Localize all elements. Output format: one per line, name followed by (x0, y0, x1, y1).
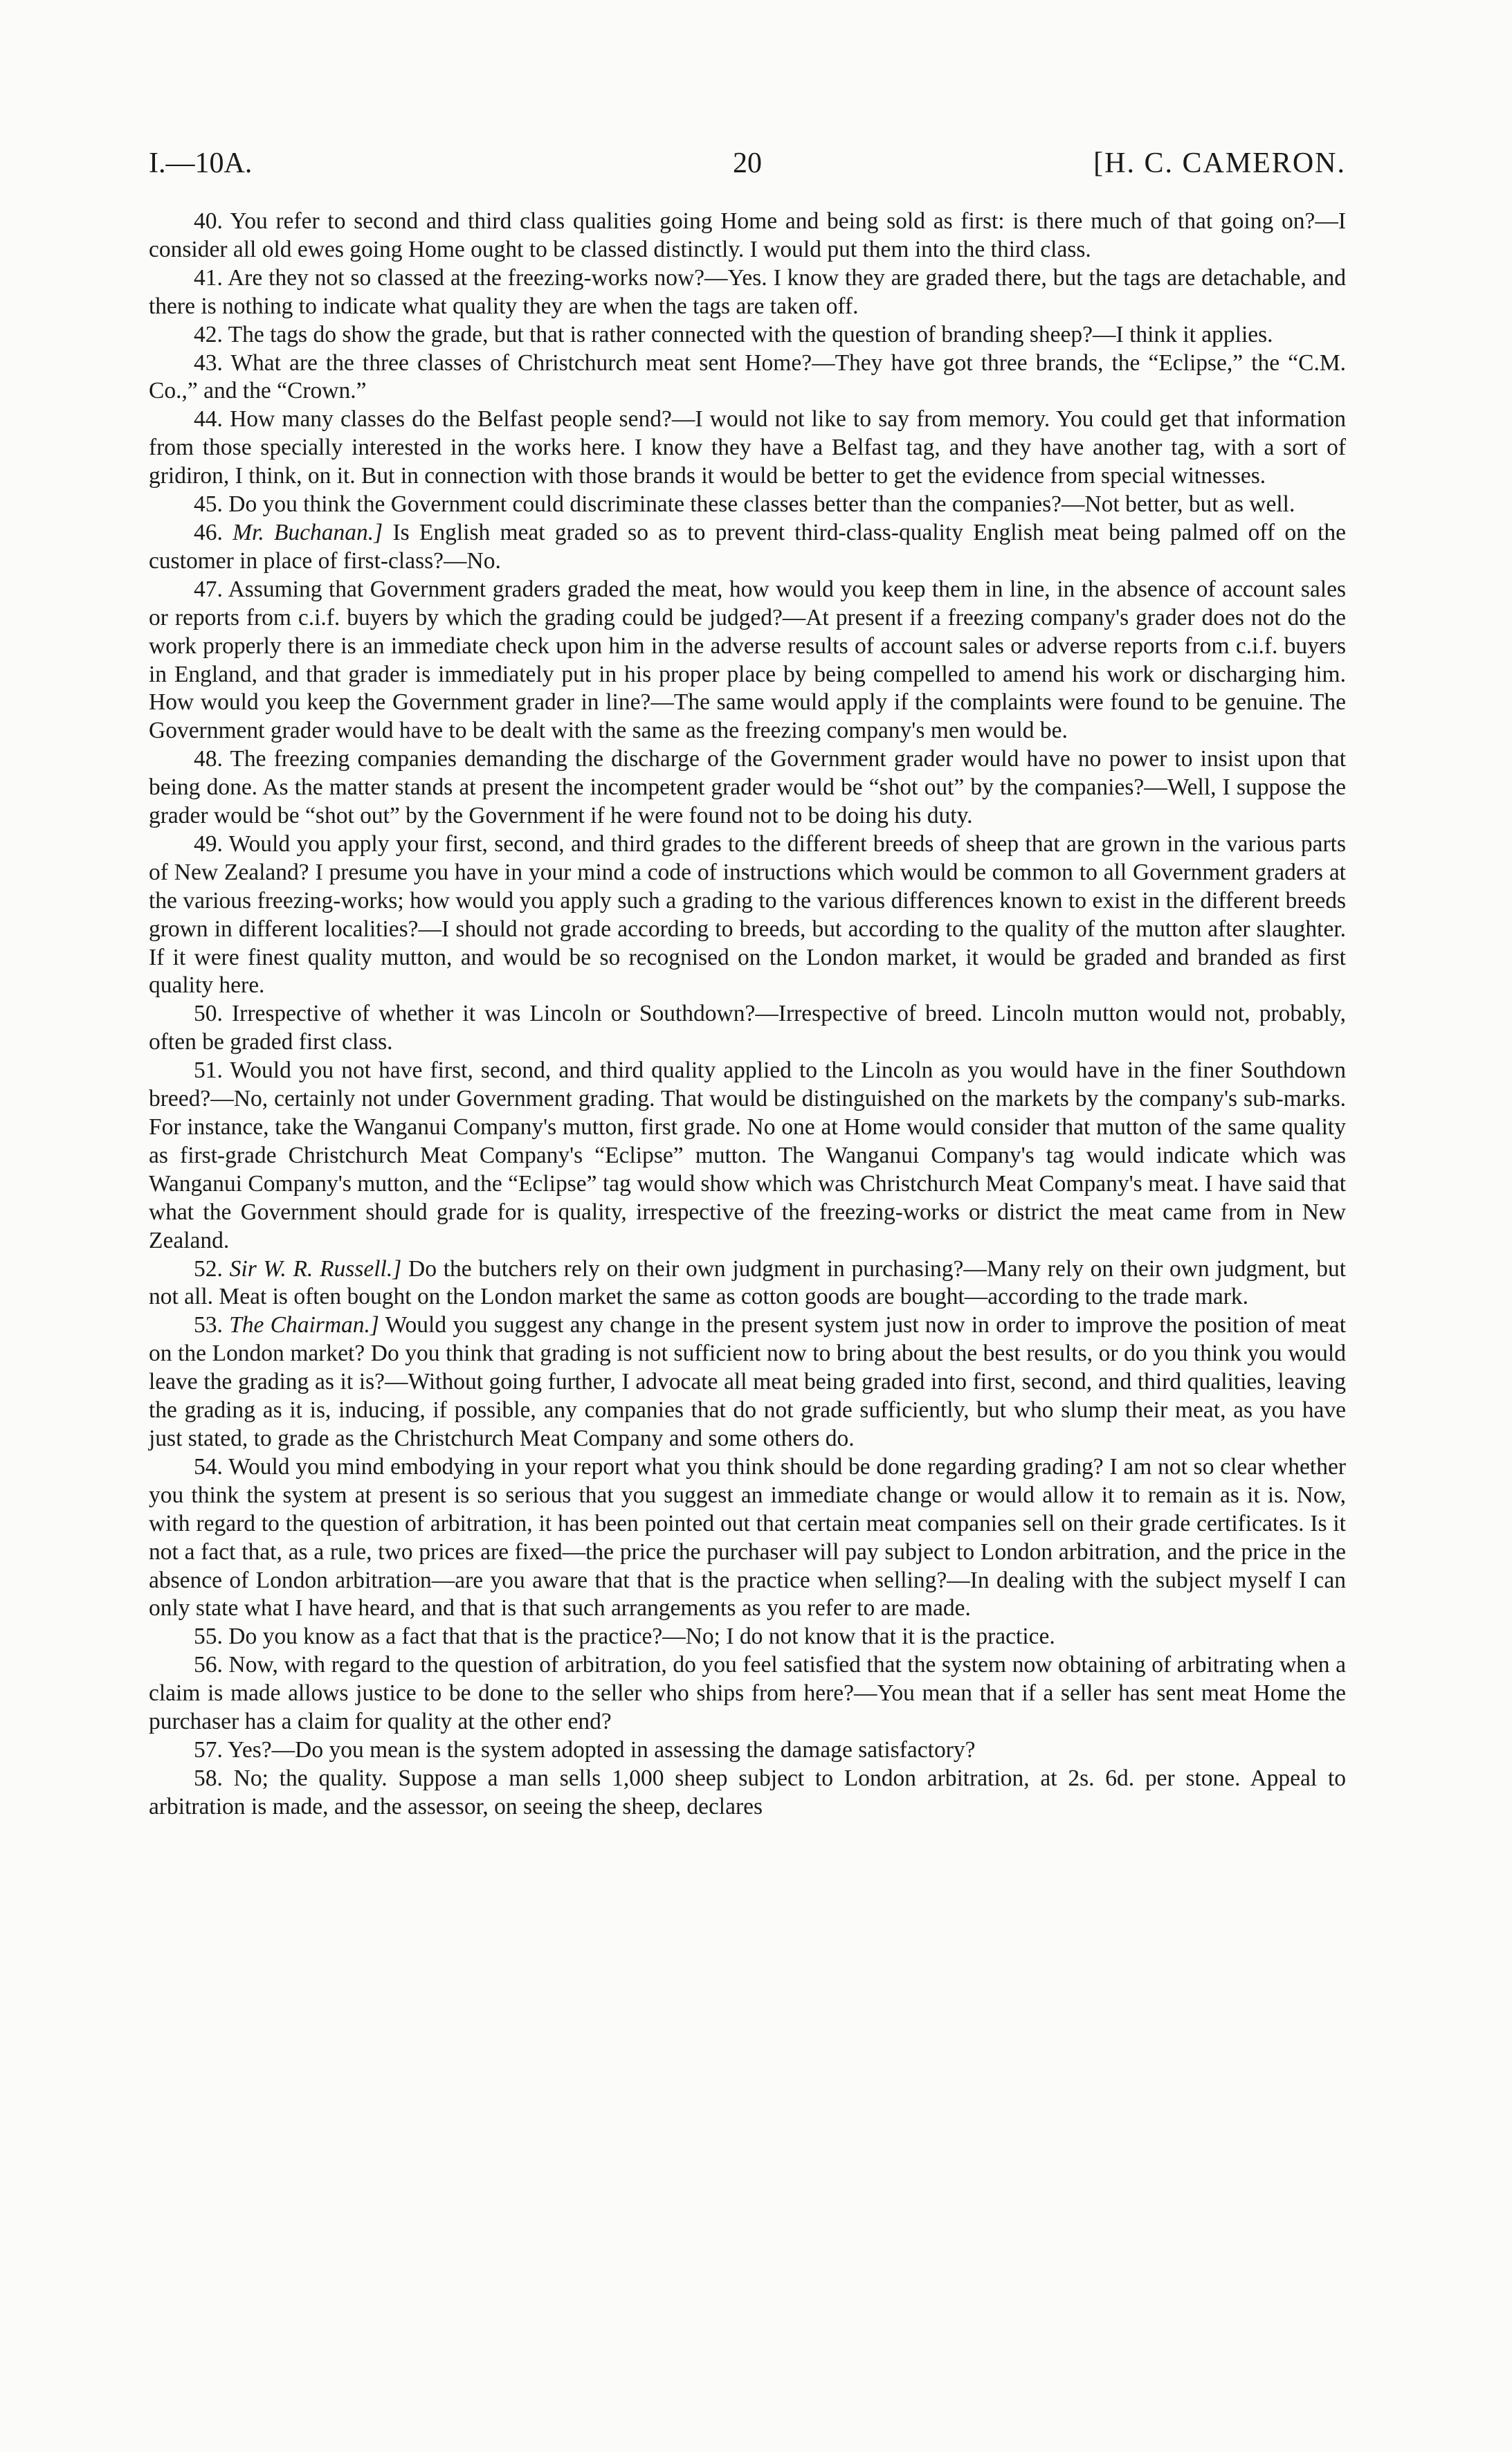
question-paragraph (149, 1651, 1346, 1736)
question-paragraph (149, 321, 1346, 349)
question-number: 52. (194, 1255, 223, 1282)
question-paragraph (149, 349, 1346, 406)
question-paragraph (149, 830, 1346, 1000)
question-text: Would you suggest any change in the present system just now in order to improve the position of meat on the London market? Do you think that grading is not sufficient now to bring about the best results, or do you think you would leave the grading as it is?—Without going further, I advocate all meat being graded into first, second, and third qualities, leaving the grading as it is, inducing, if possible, any companies that do not grade sufficiently, but who slump their meat, as you have just stated, to grade as the Christchurch Meat Company and some others do. (149, 1312, 1347, 1451)
question-text: Would you not have first, second, and third quality applied to the Lincoln as you would have in the finer Southdown breed?—No, certainly not under Government grading. That would be distinguished on the markets by the company's sub-marks. For instance, take the Wanganui Company's mutton, first grade. No one at Home would consider that mutton of the same quality as first-grade Christchurch Meat Company's “Eclipse” mutton. The Wanganui Company's tag would indicate which was Wanganui Company's mutton, and the “Eclipse” tag would show which was Christchurch Meat Company's meat. I have said that what the Government should grade for is quality, irrespective of the freezing-works or district the meat came from in New Zealand. (149, 1057, 1346, 1253)
question-text: Yes?—Do you mean is the system adopted in assessing the damage satisfactory? (228, 1736, 976, 1763)
question-text: Irrespective of whether it was Lincoln or Southdown?—Irrespective of breed. Lincoln mutton would not, probably, often be graded first class. (149, 1001, 1347, 1055)
question-text: You refer to second and third class qualities going Home and being sold as first: is there much of that going on?—I consider all old ewes going Home ought to be classed distinctly. I would put them into the third class. (149, 208, 1346, 262)
question-number: 56. (194, 1652, 223, 1678)
question-paragraph (149, 491, 1346, 519)
question-paragraph (149, 1623, 1346, 1651)
question-number: 55. (194, 1624, 223, 1650)
question-paragraph (149, 406, 1346, 491)
question-paragraph (149, 1000, 1346, 1057)
question-text: How many classes do the Belfast people send?—I would not like to say from memory. You could get that information from those specially interested in the works here. I know they have a Belfast tag, and they have another tag, with a sort of gridiron, I think, on it. But in connection with those brands it would be better to get the evidence from special witnesses. (149, 406, 1346, 489)
question-number: 48. (194, 746, 223, 772)
question-number: 41. (194, 264, 223, 291)
question-text: Is English meat graded so as to prevent third-class-quality English meat being palmed off on the customer in place of first-class?—No. (149, 519, 1347, 574)
question-text: Now, with regard to the question of arbitration, do you feel satisfied that the system now obtaining of arbitrating when a claim is made allows justice to be done to the seller who ships from here?—You mean that if a seller has sent meat Home the purchaser has a claim for quality at the other end? (149, 1652, 1346, 1735)
question-paragraph (149, 1765, 1346, 1822)
speaker-name: Sir W. R. Russell.] (229, 1255, 402, 1282)
speaker-name: The Chairman.] (229, 1312, 379, 1338)
question-text: The tags do show the grade, but that is rather connected with the question of branding sheep?—I think it applies. (228, 321, 1273, 347)
question-number: 42. (194, 321, 223, 347)
question-paragraph (149, 519, 1346, 576)
question-paragraph (149, 745, 1346, 830)
question-number: 45. (194, 491, 223, 518)
question-paragraph (149, 1255, 1346, 1312)
question-number: 57. (194, 1736, 223, 1763)
question-number: 47. (194, 576, 223, 602)
question-number: 46. (194, 519, 223, 545)
page-number: 20 (733, 147, 762, 179)
witness-name: [H. C. CAMERON. (1093, 147, 1346, 179)
question-text: Do the butchers rely on their own judgment in purchasing?—Many rely on their own judgment, but not all. Meat is often bought on the London market the same as cotton goods are bought—according to the trade mark. (149, 1255, 1346, 1310)
question-number: 44. (194, 406, 223, 433)
question-text: No; the quality. Suppose a man sells 1,000 sheep subject to London arbitration, at 2s. 6d. per stone. Appeal to arbitration is made, and the assessor, on seeing the sheep, declares (149, 1765, 1347, 1819)
question-text: Assuming that Government graders graded the meat, how would you keep them in line, in the absence of account sales or reports from c.i.f. buyers by which the grading could be judged?—At present if a freezing company's grader does not do the work properly there is an immediate check upon him in the adverse results of account sales or adverse reports from c.i.f. buyers in England, and that grader is immediately put in his proper place by being compelled to amend his work or discharging him. How would you keep the Government grader in line?—The same would apply if the complaints were found to be genuine. The Government grader would have to be dealt with the same as the freezing company's men would be. (149, 576, 1347, 744)
question-number: 54. (194, 1453, 223, 1480)
question-number: 53. (194, 1312, 223, 1338)
question-paragraph (149, 576, 1346, 745)
question-paragraph (149, 1311, 1346, 1453)
question-number: 43. (194, 349, 223, 376)
document-body (149, 208, 1346, 1822)
document-reference: I.—10A. (149, 147, 253, 179)
question-paragraph (149, 208, 1346, 264)
question-text: What are the three classes of Christchurch meat sent Home?—They have got three brands, the “Eclipse,” the “C.M. Co.,” and the “Crown.” (149, 349, 1346, 404)
question-text: Are they not so classed at the freezing-works now?—Yes. I know they are graded there, but the tags are detachable, and there is nothing to indicate what quality they are when the tags are taken off. (149, 264, 1346, 319)
question-text: Would you apply your first, second, and third grades to the different breeds of sheep that are grown in the various parts of New Zealand? I presume you have in your mind a code of instructions which would be common to all Government graders at the various freezing-works; how would you apply such a grading to the various differences known to exist in the different breeds grown in different localities?—I should not grade according to breeds, but according to the quality of the mutton after slaughter. If it were finest quality mutton, and would be so recognised on the London market, it would be graded and branded as first quality here. (149, 830, 1346, 999)
question-text: Do you know as a fact that that is the practice?—No; I do not know that it is the practice. (228, 1624, 1055, 1650)
question-paragraph (149, 1736, 1346, 1765)
question-text: The freezing companies demanding the discharge of the Government grader would have no power to insist upon that being done. As the matter stands at present the incompetent grader would be “shot out” by the companies?—Well, I suppose the grader would be “shot out” by the Government if he were found not to be doing his duty. (149, 746, 1347, 829)
question-number: 51. (194, 1057, 223, 1084)
question-paragraph (149, 1453, 1346, 1623)
question-paragraph (149, 1057, 1346, 1255)
question-number: 40. (194, 208, 223, 234)
question-number: 49. (194, 830, 223, 857)
question-paragraph (149, 264, 1346, 321)
question-number: 58. (194, 1765, 223, 1791)
question-text: Would you mind embodying in your report what you think should be done regarding grading? I am not so clear whether you think the system at present is so serious that you suggest an immediate change or would allow it to remain as it is. Now, with regard to the question of arbitration, it has been pointed out that certain meat companies sell on their grade certificates. Is it not a fact that, as a rule, two prices are fixed—the price the purchaser will pay subject to London arbitration, and the price in the absence of London arbitration—are you aware that that is the practice when selling?—In dealing with the subject myself I can only state what I have heard, and that is that such arrangements as you refer to are made. (149, 1453, 1346, 1622)
question-text: Do you think the Government could discriminate these classes better than the companies?—Not better, but as well. (228, 491, 1295, 518)
page-header (149, 147, 1346, 188)
question-number: 50. (194, 1001, 223, 1027)
speaker-name: Mr. Buchanan.] (233, 519, 383, 545)
